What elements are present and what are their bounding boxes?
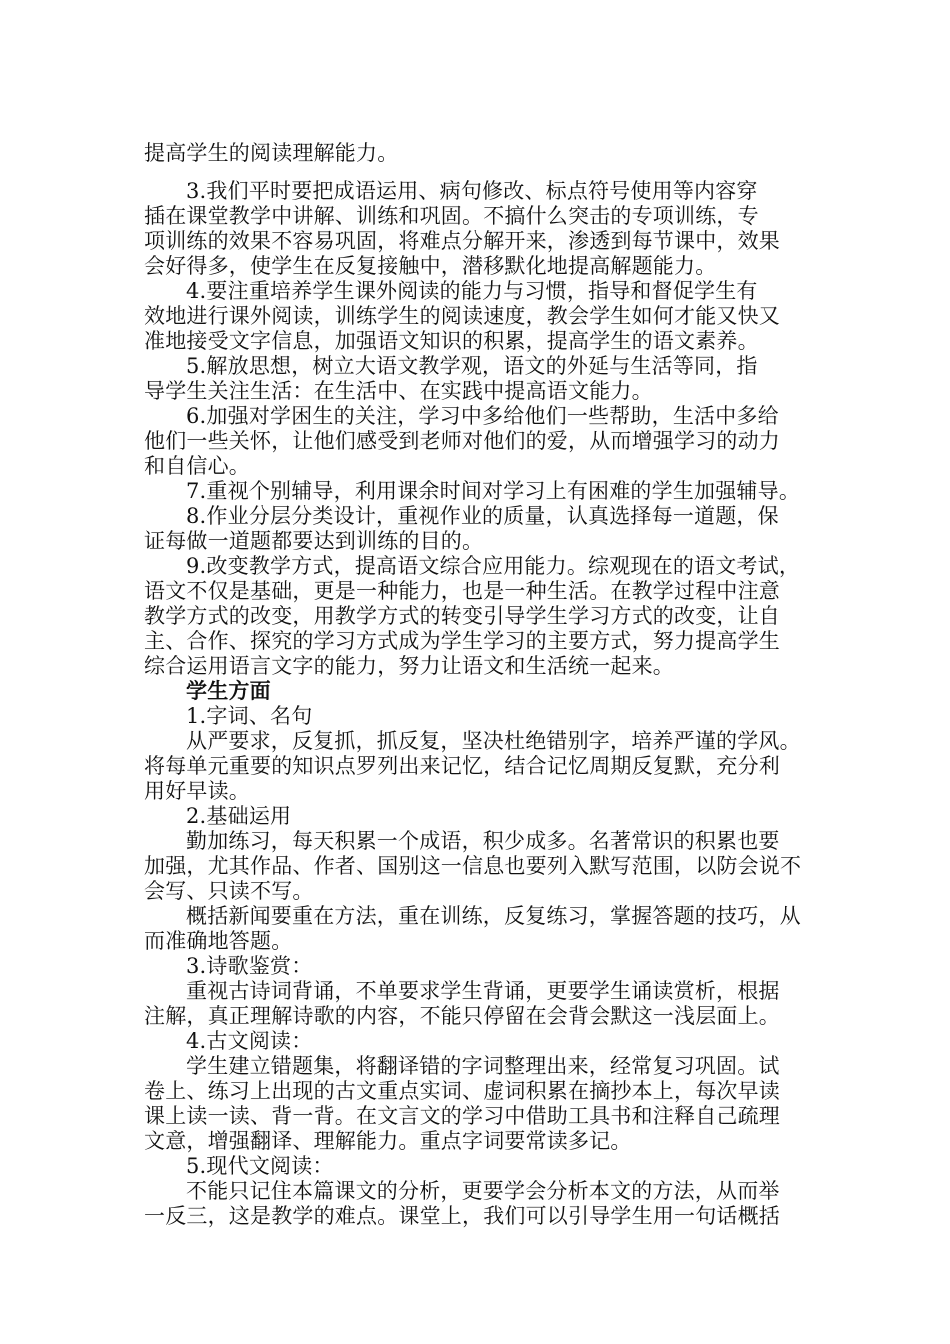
text-line: 从严要求，反复抓，抓反复，坚决杜绝错别字，培养严谨的学风。 bbox=[186, 729, 801, 753]
text-line: 文意，增强翻译、理解能力。重点字词要常读多记。 bbox=[144, 1129, 632, 1153]
text-line: 概括新闻要重在方法，重在训练，反复练习，掌握答题的技巧，从 bbox=[186, 904, 801, 928]
text-line: 注解，真正理解诗歌的内容，不能只停留在会背会默这一浅层面上。 bbox=[144, 1004, 780, 1028]
text-line: 5.解放思想，树立大语文教学观，语文的外延与生活等同，指 bbox=[186, 354, 758, 378]
text-line: 6.加强对学困生的关注，学习中多给他们一些帮助，生活中多给 bbox=[186, 404, 779, 428]
text-line: 准地接受文字信息，加强语文知识的积累，提高学生的语文素养。 bbox=[144, 329, 759, 353]
text-line: 学生建立错题集，将翻译错的字词整理出来，经常复习巩固。试 bbox=[186, 1054, 780, 1078]
text-line: 将每单元重要的知识点罗列出来记忆，结合记忆周期反复默，充分利 bbox=[144, 754, 780, 778]
text-line: 证每做一道题都要达到训练的目的。 bbox=[144, 529, 484, 553]
text-line: 1.字词、名句 bbox=[186, 704, 313, 728]
text-line: 卷上、练习上出现的古文重点实词、虚词积累在摘抄本上，每次早读 bbox=[144, 1079, 780, 1103]
text-line: 会好得多，使学生在反复接触中，潜移默化地提高解题能力。 bbox=[144, 254, 717, 278]
text-line: 会写、只读不写。 bbox=[144, 879, 314, 903]
text-line: 项训练的效果不容易巩固，将难点分解开来，渗透到每节课中，效果 bbox=[144, 229, 780, 253]
text-line: 教学方式的改变，用教学方式的转变引导学生学习方式的改变，让自 bbox=[144, 604, 780, 628]
text-line: 4.要注重培养学生课外阅读的能力与习惯，指导和督促学生有 bbox=[186, 279, 758, 303]
text-line: 重视古诗词背诵，不单要求学生背诵，更要学生诵读赏析，根据 bbox=[186, 979, 780, 1003]
text-line: 3.诗歌鉴赏： bbox=[186, 954, 313, 978]
text-line: 勤加练习，每天积累一个成语，积少成多。名著常识的积累也要 bbox=[186, 829, 780, 853]
text-line: 语文不仅是基础，更是一种能力，也是一种生活。在教学过程中注意 bbox=[144, 579, 780, 603]
text-line: 导学生关注生活：在生活中、在实践中提高语文能力。 bbox=[144, 379, 653, 403]
text-line: 而准确地答题。 bbox=[144, 929, 293, 953]
text-line: 和自信心。 bbox=[144, 454, 250, 478]
text-line: 3.我们平时要把成语运用、病句修改、标点符号使用等内容穿 bbox=[186, 179, 758, 203]
text-line: 效地进行课外阅读，训练学生的阅读速度，教会学生如何才能又快又 bbox=[144, 304, 780, 328]
text-line: 综合运用语言文字的能力，努力让语文和生活统一起来。 bbox=[144, 654, 674, 678]
text-line: 加强，尤其作品、作者、国别这一信息也要列入默写范围，以防会说不 bbox=[144, 854, 802, 878]
text-line: 5.现代文阅读： bbox=[186, 1154, 334, 1178]
text-line: 用好早读。 bbox=[144, 779, 250, 803]
text-line: 一反三，这是教学的难点。课堂上，我们可以引导学生用一句话概括 bbox=[144, 1204, 780, 1228]
text-line: 他们一些关怀，让他们感受到老师对他们的爱，从而增强学习的动力 bbox=[144, 429, 780, 453]
text-line: 9.改变教学方式，提高语文综合应用能力。综观现在的语文考试， bbox=[186, 554, 801, 578]
text-line: 8.作业分层分类设计，重视作业的质量，认真选择每一道题，保 bbox=[186, 504, 779, 528]
text-line: 课上读一读、背一背。在文言文的学习中借助工具书和注释自己疏理 bbox=[144, 1104, 780, 1128]
text-line: 4.古文阅读： bbox=[186, 1029, 313, 1053]
text-line: 插在课堂教学中讲解、训练和巩固。不搞什么突击的专项训练，专 bbox=[144, 204, 759, 228]
text-line: 2.基础运用 bbox=[186, 804, 292, 828]
text-line: 主、合作、探究的学习方式成为学生学习的主要方式，努力提高学生 bbox=[144, 629, 780, 653]
text-line: 7.重视个别辅导，利用课余时间对学习上有困难的学生加强辅导。 bbox=[186, 479, 801, 503]
text-line: 不能只记住本篇课文的分析，更要学会分析本文的方法，从而举 bbox=[186, 1179, 780, 1203]
section-heading: 学生方面 bbox=[186, 679, 271, 703]
text-line: 提高学生的阅读理解能力。 bbox=[144, 141, 399, 165]
